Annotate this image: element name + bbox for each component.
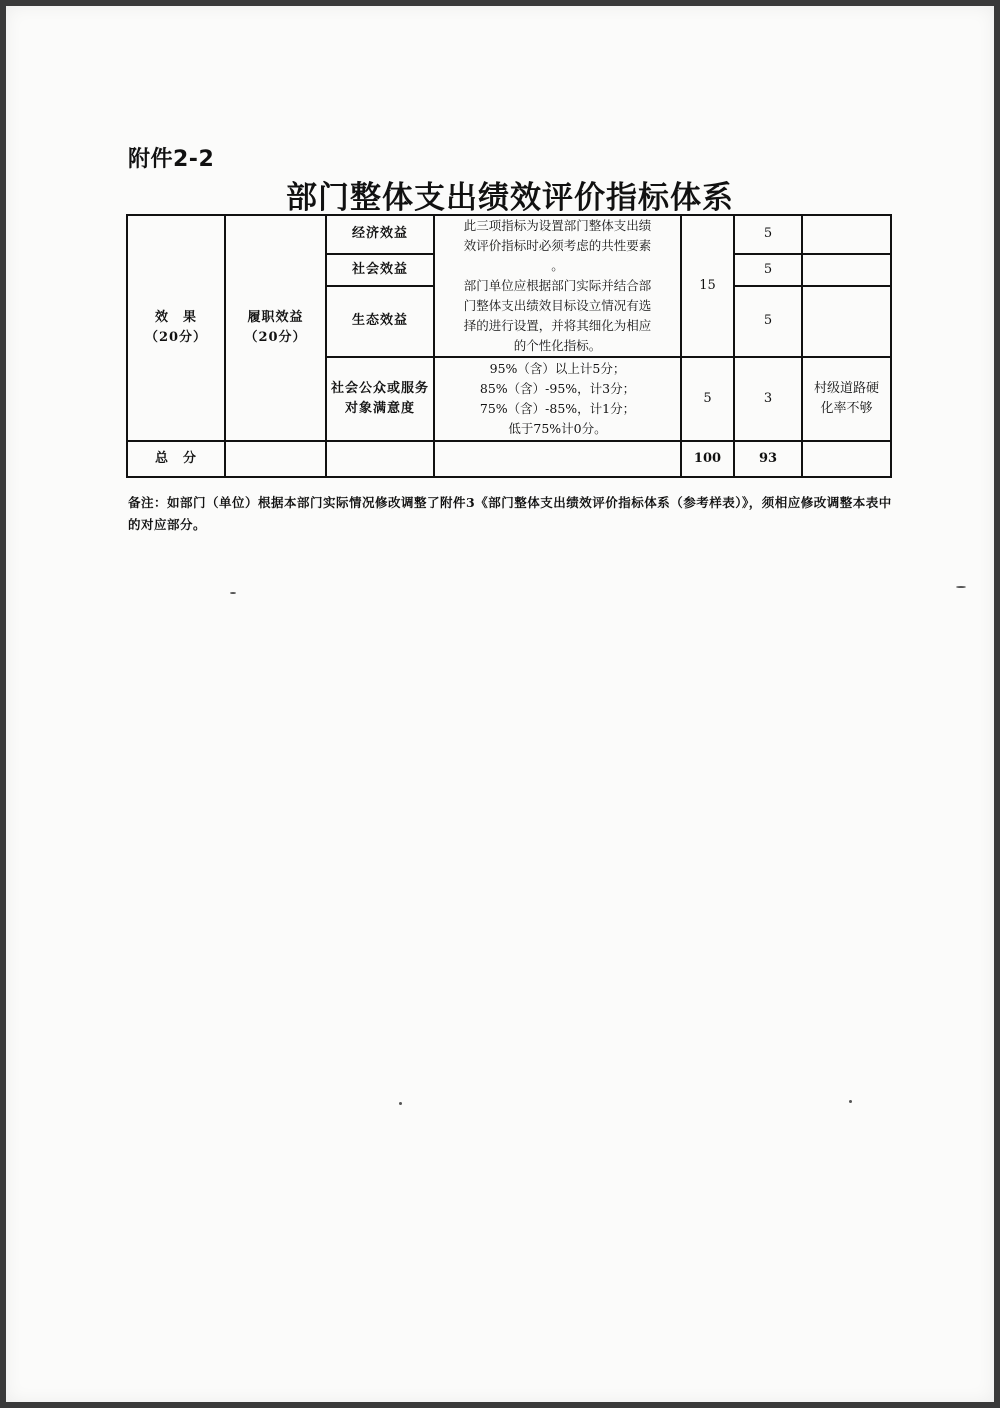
level2-score: （20分） [244,330,307,345]
score-ecological-cell: 5 [734,286,802,357]
desc-line: 部门单位应根据部门实际并结合部 [463,278,652,293]
page-title: 部门整体支出绩效评价指标体系 [286,180,734,216]
satisfaction-description-cell [434,357,681,441]
empty-cell [802,441,891,477]
social-benefit-cell: 社会效益 [326,254,434,286]
document-page [6,6,994,1402]
scan-speck [230,592,236,594]
desc-line: 95%（含）以上计5分； [489,361,626,376]
remark-ecological-cell [802,286,891,357]
desc-line: 效评价指标时必须考虑的共性要素 [463,238,652,253]
satisfaction-weight-cell: 5 [681,357,734,441]
scan-speck [849,1100,852,1103]
score-satisfaction-cell: 3 [734,357,802,441]
desc-line: 。 [551,258,564,273]
desc-line: 低于75%计0分。 [508,421,607,436]
economic-benefit-cell: 经济效益 [326,215,434,254]
empty-cell [326,441,434,477]
attachment-label: 附件2-2 [128,147,215,172]
scan-speck [956,586,966,588]
level2-cell [225,215,326,441]
desc-line: 择的进行设置，并将其细化为相应 [463,318,652,333]
empty-cell [434,441,681,477]
score-social-cell: 5 [734,254,802,286]
total-label-cell: 总 分 [127,441,225,477]
ecological-benefit-cell: 生态效益 [326,286,434,357]
scan-speck [399,1102,402,1105]
total-weight-cell: 100 [681,441,734,477]
total-score-cell: 93 [734,441,802,477]
desc-line: 85%（含）-95%，计3分； [479,381,636,396]
footnote: 备注：如部门（单位）根据本部门实际情况修改调整了附件3《部门整体支出绩效评价指标体系（参考样表）》，须相应修改调整本表中的对应部分。 [128,495,892,532]
level2-name: 履职效益 [247,310,304,325]
score-economic-cell: 5 [734,215,802,254]
indicator-table [126,214,892,478]
group-weight-cell: 15 [681,215,734,357]
empty-cell [225,441,326,477]
table-row [127,441,891,477]
satisfaction-cell: 社会公众或服务对象满意度 [326,357,434,441]
desc-line: 的个性化指标。 [513,338,602,353]
remark-economic-cell [802,215,891,254]
level1-score: （20分） [144,330,208,345]
desc-line: 75%（含）-85%，计1分； [479,401,636,416]
table-row [127,215,891,254]
desc-line: 门整体支出绩效目标设立情况有选 [463,298,652,313]
desc-line: 此三项指标为设置部门整体支出绩 [463,218,652,233]
remark-satisfaction-cell: 村级道路硬化率不够 [802,357,891,441]
level1-name: 效 果 [154,310,197,325]
remark-social-cell [802,254,891,286]
level1-cell [127,215,225,441]
common-description-cell [434,215,681,357]
